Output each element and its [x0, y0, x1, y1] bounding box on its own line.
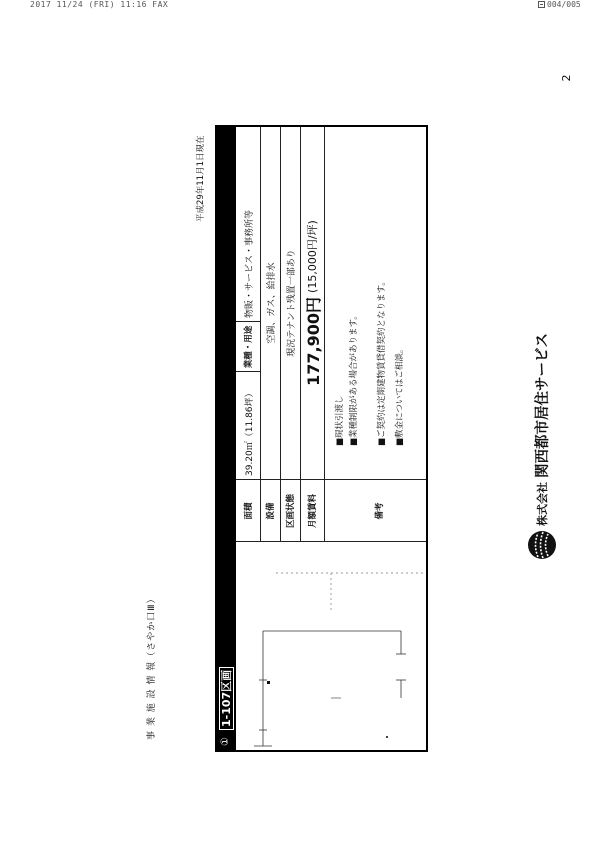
fax-page-counter — [538, 0, 581, 9]
note-item: ■現状引渡し — [335, 395, 345, 446]
fax-page-count: 004/005 — [547, 0, 581, 9]
document-title: 事 業 施 設 情 報（さやか口Ⅲ） — [147, 593, 157, 740]
status-value: 現況テナント残置一部あり — [286, 249, 297, 357]
rent-per-tsubo: (15,000円/坪) — [306, 220, 319, 293]
notes-label: 備考 — [375, 502, 385, 520]
equipment-value: 空調、ガス、給排水 — [266, 262, 277, 344]
area-value: 39.20㎡（11.86坪） — [244, 388, 255, 476]
section-marker: ① — [220, 737, 231, 746]
rent-value-cell — [300, 127, 324, 479]
company-prefix: 株式会社 — [536, 482, 549, 526]
company-name: 関西都市居住サービス — [535, 333, 551, 478]
facility-info-sheet — [140, 120, 560, 770]
equipment-label: 設備 — [266, 502, 276, 520]
notes-list — [324, 127, 426, 479]
floor-plan-drawing — [236, 542, 426, 750]
fax-page-icon — [538, 1, 545, 8]
section-header — [217, 127, 236, 750]
rent-label: 月額賃料 — [308, 494, 318, 529]
section-label: 1-107区画 — [219, 667, 234, 730]
facility-table — [215, 125, 428, 752]
area-label: 面積 — [244, 502, 254, 520]
company-logo-icon — [527, 530, 557, 560]
note-item: ■ご契約は定期建物賃貸借契約となります。 — [377, 277, 387, 446]
note-item: ■敷金についてはご相談。 — [395, 344, 405, 446]
use-value: 物販・サービス・事務所等 — [244, 209, 255, 318]
as-of-date: 平成29年11月1日現在 — [196, 135, 206, 222]
use-label: 業種・用途 — [244, 325, 254, 369]
rent-value: 177,900円 — [303, 296, 323, 386]
fax-header-timestamp: 2017 11/24 (FRI) 11:16 FAX — [30, 0, 169, 9]
page-number: 2 — [560, 74, 573, 82]
status-label: 区画状態 — [286, 494, 296, 529]
note-item: ■業種制限がある場合があります。 — [349, 311, 359, 446]
